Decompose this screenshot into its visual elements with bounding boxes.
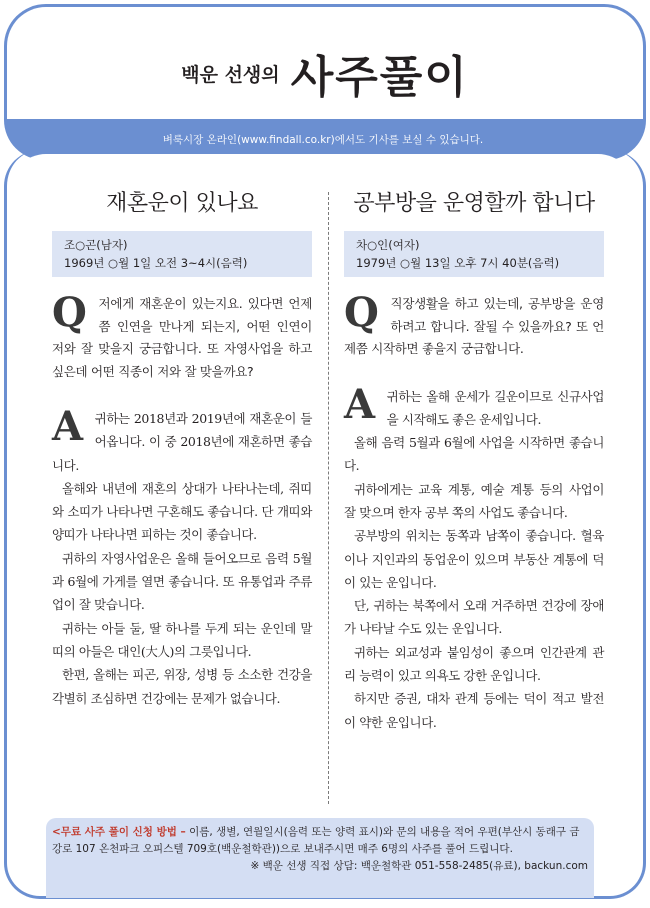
contact-line: ※ 백운 선생 직접 상담: 백운철학관 051-558-2485(유료), backun.com — [250, 860, 588, 872]
right-heading: 공부방을 운영할까 합니다 — [353, 191, 595, 216]
right-info-box — [344, 231, 604, 277]
left-info-name: 조○곤(남자) — [64, 238, 128, 252]
answer-paragraph: 단, 귀하는 북쪽에서 오래 거주하면 건강에 장애가 나타날 수도 있는 운입니다. — [344, 598, 604, 637]
left-info-box — [52, 231, 312, 277]
column-divider — [328, 192, 329, 804]
right-answer — [344, 380, 604, 734]
answer-paragraph: 귀하는 2018년과 2019년에 재혼운이 들어옵니다. 이 중 2018년에 재혼하면 좋습니다. — [52, 411, 312, 473]
right-question — [344, 289, 604, 361]
answer-paragraph: 올해 음력 5월과 6월에 사업을 시작하면 좋습니다. — [344, 435, 604, 474]
application-lead: <무료 사주 풀이 신청 방법 – — [52, 826, 186, 838]
question-mark-icon: Q — [52, 289, 87, 336]
answer-paragraph: 귀하는 올해 운세가 길운이므로 신규사업을 시작해도 좋은 운세입니다. — [386, 388, 604, 427]
answer-paragraph: 하지만 증권, 대차 관계 등에는 덕이 적고 발전이 약한 운입니다. — [344, 691, 604, 730]
left-question-text: 저에게 재혼운이 있는지요. 있다면 언제쯤 인연을 만나게 되는지, 어떤 인연이 저와 잘 맞을지 궁금합니다. 또 자영사업을 하고 싶은데 어떤 직종이 저와 잘 맞을까요? — [52, 296, 312, 379]
answer-paragraph: 한편, 올해는 피곤, 위장, 성병 등 소소한 건강을 각별히 조심하면 건강에는 문제가 없습니다. — [52, 667, 312, 706]
right-info-name: 차○인(여자) — [356, 238, 420, 252]
header-box — [4, 4, 646, 119]
right-article — [344, 186, 604, 734]
application-body: 이름, 생별, 연월일시(음력 또는 양력 표시)와 문의 내용을 적어 우편(부산시 동래구 금강로 107 온천파크 오피스텔 709호(백운철학관))으로 보내주시면 매주 6명의 사주를 풀어 드립니다. — [52, 826, 580, 855]
answer-paragraph: 귀하는 외교성과 붙임성이 좋으며 인간관계 관리 능력이 있고 의욕도 강한 운입니다. — [344, 644, 604, 684]
answer-paragraph: 귀하의 자영사업운은 올해 들어오므로 음력 5월과 6월에 가게를 열면 좋습니다. 또 유통업과 주류업이 잘 맞습니다. — [52, 550, 312, 613]
right-question-text: 직장생활을 하고 있는데, 공부방을 운영하려고 합니다. 잘될 수 있을까요? 또 언제쯤 시작하면 좋을지 궁금합니다. — [344, 296, 604, 356]
left-answer — [52, 403, 312, 710]
left-info-birth: 1969년 ○월 1일 오전 3~4시(음력) — [64, 256, 248, 270]
answer-paragraph: 귀하에게는 교육 계통, 예술 계통 등의 사업이 잘 맞으며 한자 공부 쪽의 사업도 좋습니다. — [344, 481, 604, 520]
answer-mark-icon: A — [52, 403, 83, 450]
left-article — [52, 186, 312, 710]
application-info — [52, 824, 588, 858]
left-question — [52, 289, 312, 383]
right-info-birth: 1979년 ○월 13일 오후 7시 40분(음력) — [356, 256, 560, 270]
masthead — [7, 41, 643, 105]
masthead-title: 사주풀이 — [290, 52, 469, 103]
question-mark-icon: Q — [344, 289, 379, 336]
answer-mark-icon: A — [344, 380, 375, 428]
online-notice: 벼룩시장 온라인(www.findall.co.kr)에서도 기사를 보실 수 있습니다. — [158, 128, 488, 152]
left-heading: 재혼운이 있나요 — [106, 191, 258, 216]
footer-box — [46, 818, 594, 898]
answer-paragraph: 올해와 내년에 재혼의 상대가 나타나는데, 쥐띠와 소띠가 나타나면 구혼해도 좋습니다. 단 개띠와 양띠가 나타나면 피하는 것이 좋습니다. — [52, 480, 312, 543]
answer-paragraph: 귀하는 아들 둘, 딸 하나를 두게 되는 운인데 말띠의 아들은 대인(大人)의 그릇입니다. — [52, 620, 312, 659]
answer-paragraph: 공부방의 위치는 동쪽과 남쪽이 좋습니다. 혈육이나 지인과의 동업운이 있으며 부동산 계통에 덕이 있는 운입니다. — [344, 528, 604, 590]
masthead-subtitle: 백운 선생의 — [181, 63, 280, 86]
